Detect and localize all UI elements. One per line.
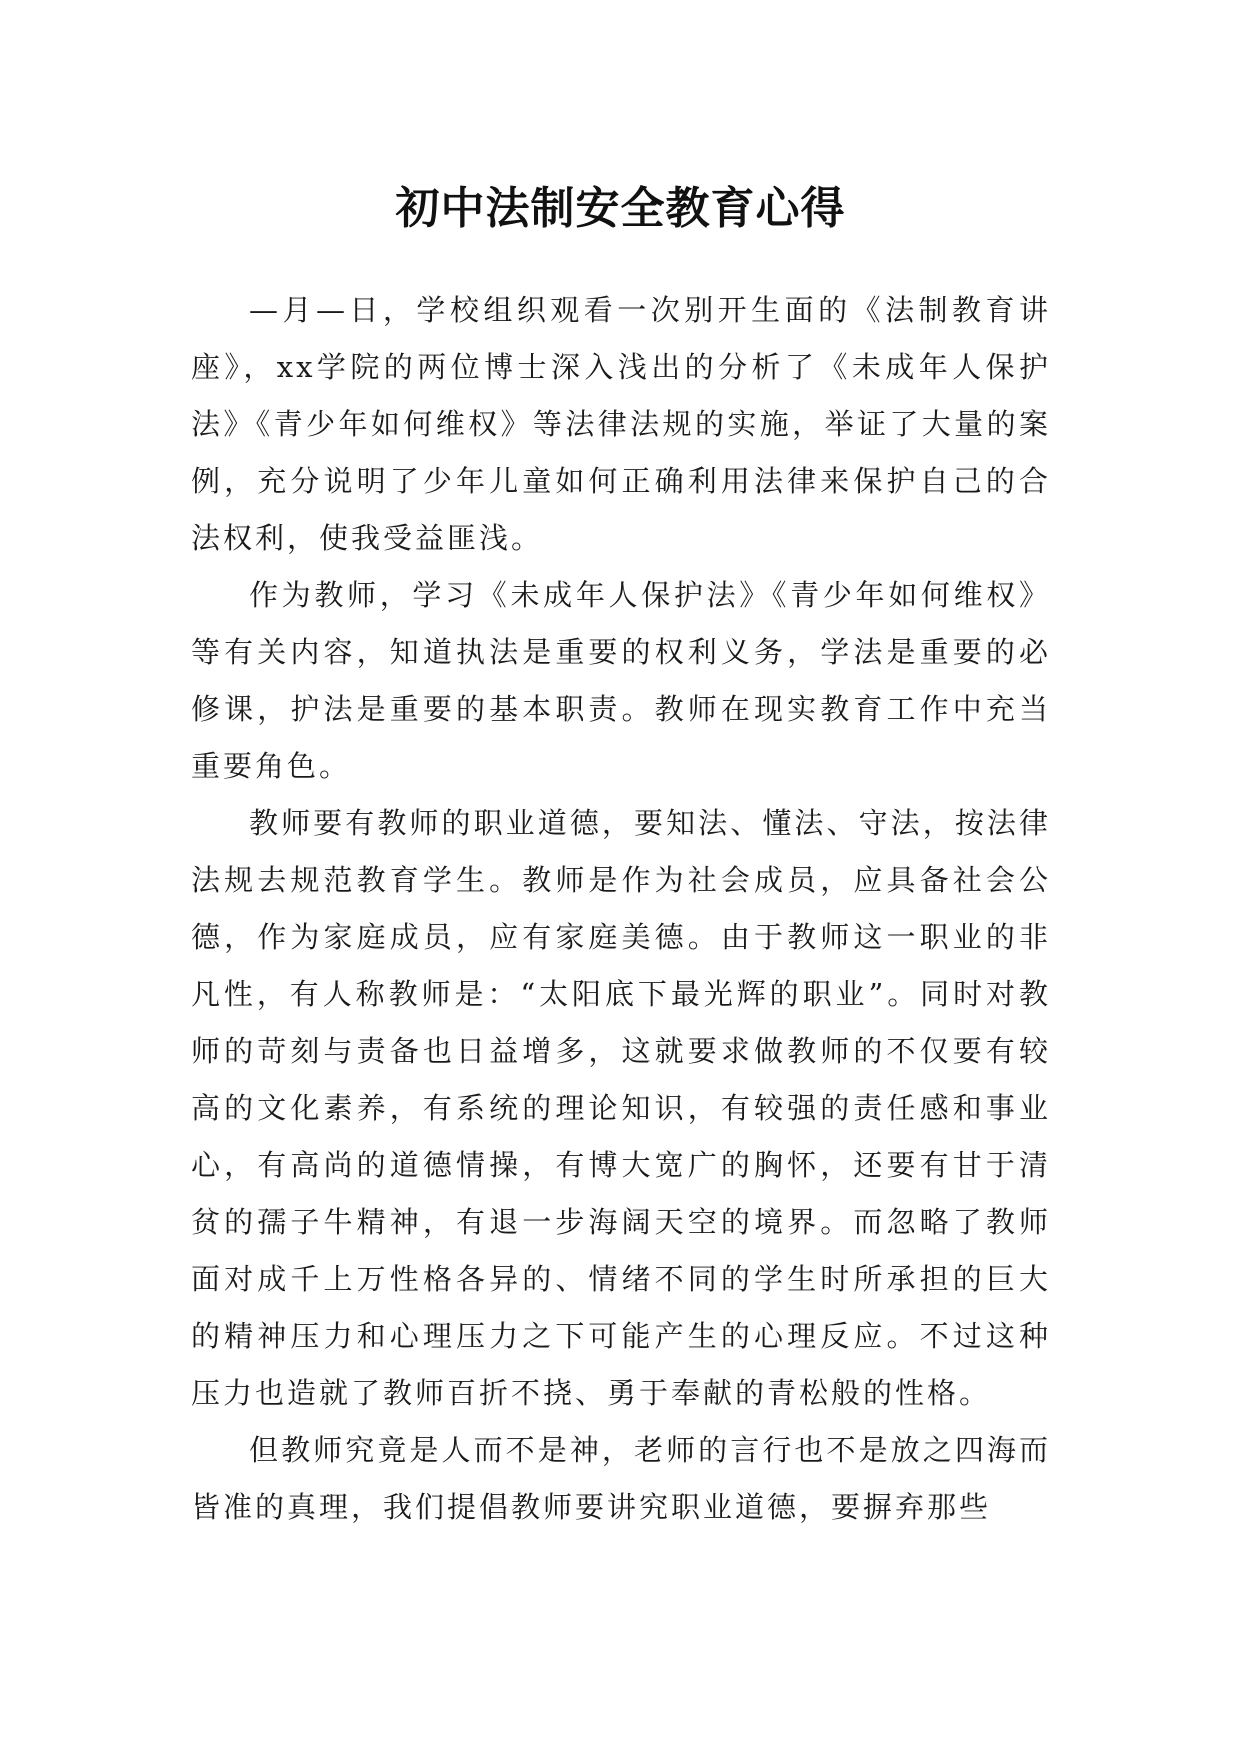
paragraph: 教师要有教师的职业道德，要知法、懂法、守法，按法律法规去规范教育学生。教师是作为社会成员，应具备社会公德，作为家庭成员，应有家庭美德。由于教师这一职业的非凡性，有人称教师是：“太阳底下最光辉的职业”。同时对教师的苛刻与责备也日益增多，这就要求做教师的不仅要有较高的文化素养，有系统的理论知识，有较强的责任感和事业心，有高尚的道德情操，有博大宽广的胸怀，还要有甘于清贫的孺子牛精神，有退一步海阔天空的境界。而忽略了教师面对成千上万性格各异的、情绪不同的学生时所承担的巨大的精神压力和心理压力之下可能产生的心理反应。不过这种压力也造就了教师百折不挠、勇于奉献的青松般的性格。 bbox=[191, 806, 1051, 1410]
paragraph: 作为教师，学习《未成年人保护法》《青少年如何维权》等有关内容，知道执法是重要的权利义务，学法是重要的必修课，护法是重要的基本职责。教师在现实教育工作中充当重要角色。 bbox=[191, 578, 1051, 783]
document-body bbox=[191, 282, 1051, 1536]
paragraph: 但教师究竟是人而不是神，老师的言行也不是放之四海而皆准的真理，我们提倡教师要讲究职业道德，要摒弃那些 bbox=[191, 1433, 1051, 1524]
paragraph: —月—日，学校组织观看一次别开生面的《法制教育讲座》，xx学院的两位博士深入浅出的分析了《未成年人保护法》《青少年如何维权》等法律法规的实施，举证了大量的案例，充分说明了少年儿童如何正确利用法律来保护自己的合法权利，使我受益匪浅。 bbox=[191, 293, 1051, 555]
document-title: 初中法制安全教育心得 bbox=[395, 183, 846, 235]
